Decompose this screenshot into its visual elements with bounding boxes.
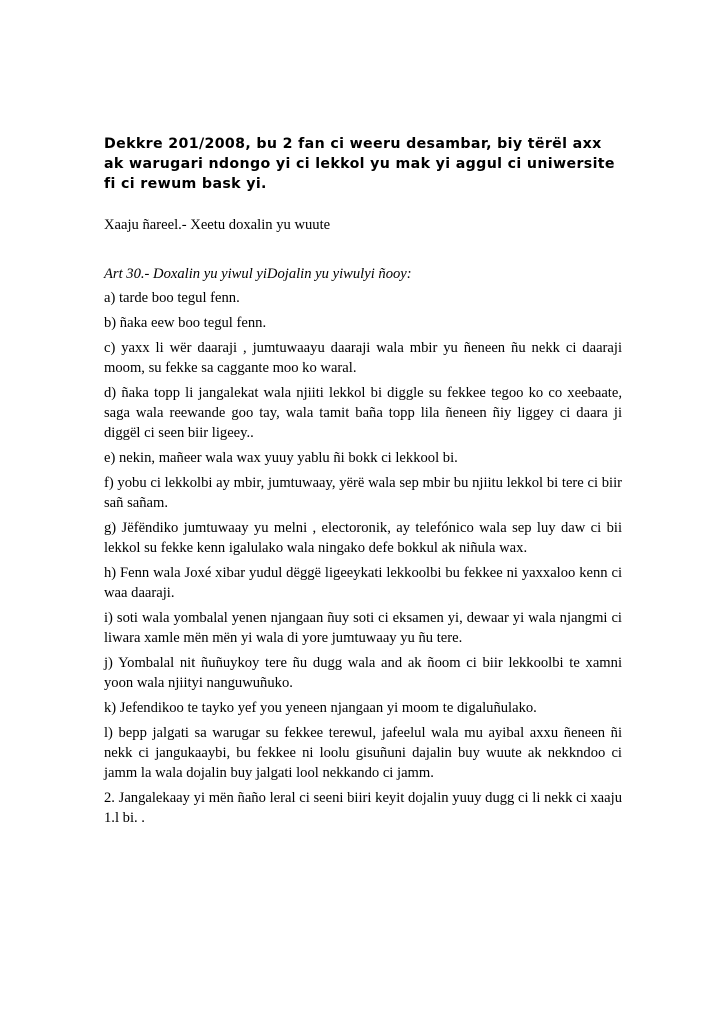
decree-title: Dekkre 201/2008, bu 2 fan ci weeru desambar, biy tërël axx ak warugari ndongo yi ci lekkol yu mak yi aggul ci uniwersite fi ci rewum bask yi. <box>104 136 615 192</box>
list-item: g) Jëfëndiko jumtuwaay yu melni , electoronik, ay telefónico wala sep luy daw ci bii lekkol su fekke kenn igalulako wala ningako defe bokkul ak niñula wax. <box>104 520 622 556</box>
article-items-list <box>104 288 622 833</box>
list-item: a) tarde boo tegul fenn. <box>104 290 240 306</box>
section-heading: Xaaju ñareel.- Xeetu doxalin yu wuute <box>104 217 331 233</box>
list-item: h) Fenn wala Joxé xibar yudul dëggë ligeeykati lekkoolbi bu fekkee ni yaxxaloo kenn ci waa daaraji. <box>104 565 622 601</box>
list-item: f) yobu ci lekkolbi ay mbir, jumtuwaay, yërë wala sep mbir bu njiitu lekkol bi tere ci biir sañ sañam. <box>104 475 622 511</box>
list-item: c) yaxx li wër daaraji , jumtuwaayu daaraji wala mbir yu ñeneen ñu nekk ci daaraji moom, su fekke sa caggante moo ko waral. <box>104 340 622 376</box>
list-item: b) ñaka eew boo tegul fenn. <box>104 315 267 331</box>
document-page <box>104 134 622 826</box>
list-item: 2. Jangalekaay yi mën ñaño leral ci seeni biiri keyit dojalin yuuy dugg ci li nekk ci xaaju 1.l bi. . <box>104 790 622 826</box>
list-item: k) Jefendikoo te tayko yef you yeneen njangaan yi moom te digaluñulako. <box>104 700 537 716</box>
list-item: d) ñaka topp li jangalekat wala njiiti lekkol bi diggle su fekkee tegoo ko co xeebaate, saga wala reewande goo tay, wala tamit baña topp lila ñeneen ñiy liggey ci daara ji diggël ci seen biir ligeey.. <box>104 385 622 441</box>
article-heading: Art 30.- Doxalin yu yiwul yiDojalin yu yiwulyi ñooy: <box>104 266 412 282</box>
list-item: e) nekin, mañeer wala wax yuuy yablu ñi bokk ci lekkool bi. <box>104 450 458 466</box>
list-item: j) Yombalal nit ñuñuykoy tere ñu dugg wala and ak ñoom ci biir lekkoolbi te xamni yoon wala njiityi nanguwuñuko. <box>104 655 622 691</box>
list-item: l) bepp jalgati sa warugar su fekkee terewul, jafeelul wala mu ayibal axxu ñeneen ñi nekk ci jangukaaybi, bu fekkee ni loolu gisuñuni dajalin buy wuute ak nekkndoo ci jamm la wala dojalin buy jalgati lool nekkando ci jamm. <box>104 725 622 781</box>
list-item: i) soti wala yombalal yenen njangaan ñuy soti ci eksamen yi, dewaar yi wala njangmi ci liwara xamle mën mën yi wala di yore jumtuwaay yu ñu tere. <box>104 610 622 646</box>
